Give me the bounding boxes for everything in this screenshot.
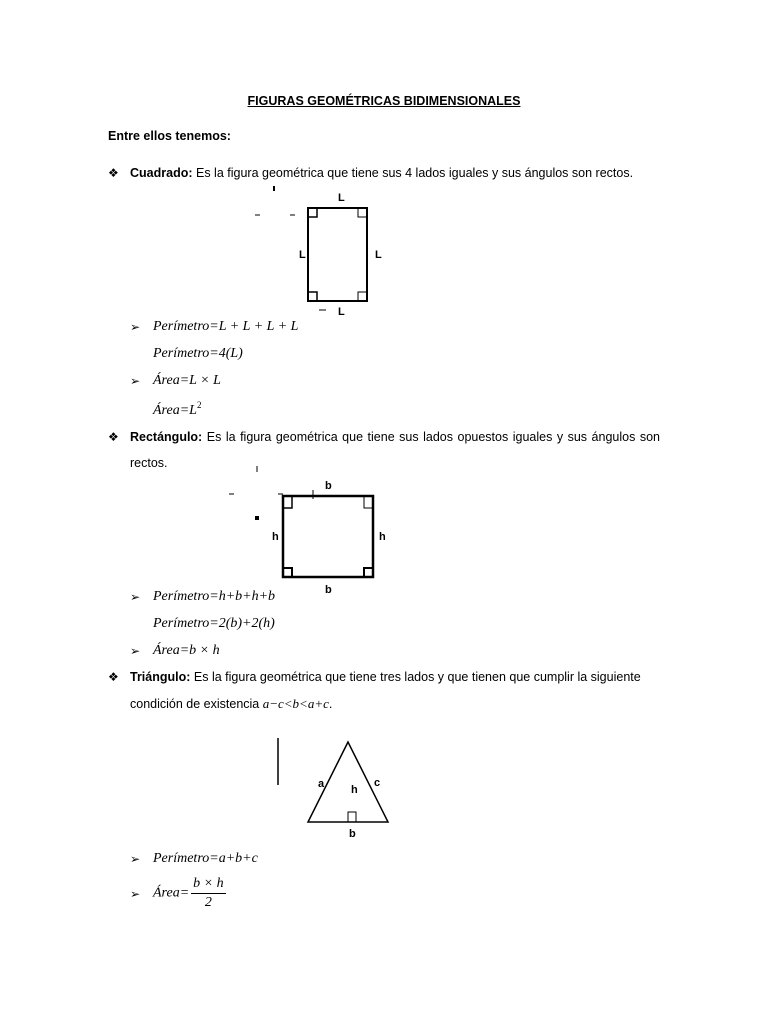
triangle-area-numerator: b × h [191,876,225,894]
square-figure [240,182,400,322]
triangle-perimeter-formula: Perímetro=a+b+c [153,851,258,866]
rectangle-perimeter-formula: Perímetro=h+b+h+b [153,589,276,604]
rectangle-label-top: b [325,480,332,492]
triangle-label-b: b [349,828,356,840]
scan-mark [255,516,259,520]
arrow-bullet-icon: ➢ [130,644,141,658]
right-angle-marker [308,208,317,217]
right-angle-marker [364,568,373,577]
square-label-left: L [299,249,306,261]
square-perimeter-formula-2: Perímetro=4(L) [153,346,243,361]
rectangle-shape [283,496,373,577]
triangle-text-cont: condición de existencia [130,697,260,711]
triangle-area-prefix: Área= [153,885,190,901]
square-label-bottom: L [338,306,345,318]
triangle-label-c: c [374,777,381,789]
arrow-bullet-icon: ➢ [130,852,141,866]
triangle-area-fraction [191,876,225,911]
rectangle-label-right: h [379,531,386,543]
right-angle-marker [283,568,292,577]
arrow-bullet-icon: ➢ [130,887,141,901]
square-shape [308,208,367,301]
triangle-name: Triángulo: [130,670,191,684]
triangle-figure [270,734,410,844]
square-text: Es la figura geométrica que tiene sus 4 lados iguales y sus ángulos son rectos. [195,166,634,180]
rectangle-perimeter-formula-2: Perímetro=2(b)+2(h) [153,616,275,631]
rectangle-name: Rectángulo: [130,430,203,444]
diamond-bullet-icon: ❖ [108,670,119,684]
triangle-area-formula [153,876,226,911]
arrow-bullet-icon: ➢ [130,374,141,388]
rectangle-description [130,430,660,444]
rectangle-area-formula: Área=b × h [153,643,220,658]
right-angle-marker [308,292,317,301]
diamond-bullet-icon: ❖ [108,166,119,180]
square-area-formula-2 [153,400,201,419]
rectangle-label-left: h [272,531,279,543]
triangle-label-h: h [351,784,358,796]
triangle-label-a: a [318,778,325,790]
triangle-condition-line [130,696,332,712]
right-angle-marker [358,208,367,217]
right-angle-marker [364,496,373,508]
page-title: FIGURAS GEOMÉTRICAS BIDIMENSIONALES [247,94,521,108]
rectangle-text-cont: rectos. [130,456,168,470]
right-angle-marker [358,292,367,301]
square-label-right: L [375,249,382,261]
square-area-base: Área=L [153,403,197,418]
triangle-area-denominator: 2 [204,895,212,910]
triangle-text: Es la figura geométrica que tiene tres lados y que tienen que cumplir la siguiente [193,670,641,684]
square-area-formula: Área=L × L [153,373,221,388]
intro-text: Entre ellos tenemos: [108,129,231,143]
right-angle-marker [283,496,292,508]
square-area-exponent: 2 [196,400,202,410]
square-label-top: L [338,192,345,204]
triangle-condition: a−c<b<a+c [262,696,329,711]
rectangle-text: Es la figura geométrica que tiene sus lados opuestos iguales y sus ángulos son [206,430,660,444]
square-perimeter-formula: Perímetro=L + L + L + L [153,319,299,334]
triangle-description [130,670,641,684]
rectangle-label-bottom: b [325,584,332,596]
square-description [130,166,633,180]
rectangle-figure [220,462,410,598]
diamond-bullet-icon: ❖ [108,430,119,444]
square-name: Cuadrado: [130,166,193,180]
right-angle-marker [348,812,356,822]
arrow-bullet-icon: ➢ [130,320,141,334]
arrow-bullet-icon: ➢ [130,590,141,604]
triangle-text-end: . [328,697,333,711]
